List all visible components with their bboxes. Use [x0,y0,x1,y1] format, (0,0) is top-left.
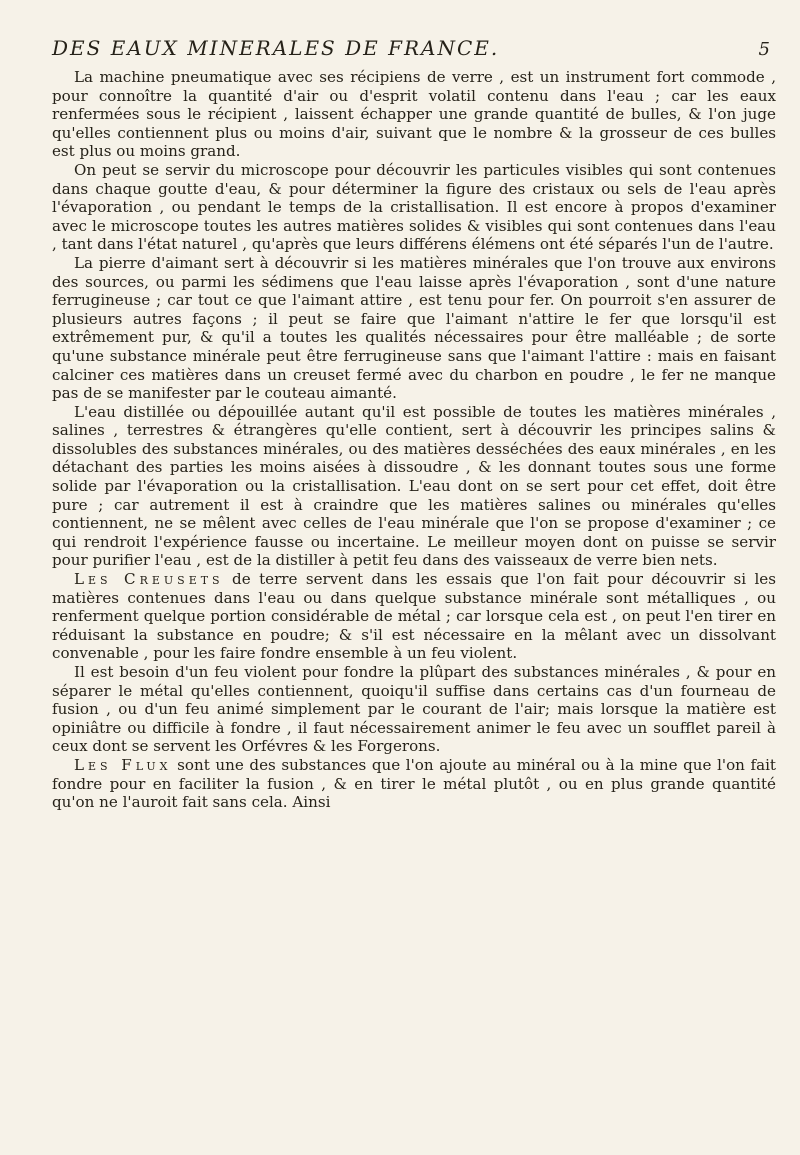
page [52,36,776,812]
paragraph-flux [52,756,776,812]
paragraph-lead: Les Flux [74,755,172,774]
paragraph-text: Il est besoin d'un feu violent pour fondre la plûpart des substances minérales , & pour en séparer le métal qu'elles contiennent, quoiqu'il suffise dans certains cas d'un fourneau de fusion , ou d'un feu animé simplement par le courant de l'air; mais lorsque la matière est opiniâtre ou difficile à fondre , il faut nécessairement animer le feu avec un soufflet pareil à ceux dont se servent les Orfévres & les Forgerons. [52,663,776,756]
paragraph-feu-violent [52,663,776,756]
paragraph-text: sont une des substances que l'on ajoute au minéral ou à la mine que l'on fait fondre pour en faciliter la fusion , & en tirer le métal plutôt , ou en plus grande quantité qu'on ne l'auroit fait sans cela. Ainsi [52,755,776,812]
paragraph-text: de terre servent dans les essais que l'on fait pour découvrir si les matières contenues dans l'eau ou dans quelque substance minérale sont métalliques , ou renferment quelque portion considérable de métal ; car lorsque cela est , on peut l'en tirer en réduisant la substance en poudre; & s'il est nécessaire en la mêlant avec un dissolvant convenable , pour les faire fondre ensemble à un feu violent. [52,570,776,663]
paragraph-text: On peut se servir du microscope pour découvrir les particules visibles qui sont contenues dans chaque goutte d'eau, & pour déterminer la figure des cristaux ou sels de l'eau après l'évaporation , ou pendant le temps de la cristallisation. Il est encore à propos d'examiner avec le microscope toutes les autres matières solides & visibles qui sont contenues dans l'eau , tant dans l'état naturel , qu'après que leurs différens élémens ont été séparés l'un de l'autre. [52,160,776,254]
running-header [52,36,776,60]
paragraph-pierre-aimant [52,254,776,403]
page-number: 5 [758,39,772,60]
paragraph-lead: Les Creusets [74,570,224,589]
paragraph-machine-pneumatique [52,68,776,161]
paragraph-microscope [52,161,776,254]
paragraph-text: La machine pneumatique avec ses récipiens de verre , est un instrument fort commode , pour connoître la quantité d'air ou d'esprit volatil contenu dans l'eau ; car les eaux renfermées sous le récipient , laissent échapper une grande quantité de bulles, & l'on juge qu'elles contiennent plus ou moins d'air, suivant que le nombre & la grosseur de ces bulles est plus ou moins grand. [52,68,776,161]
paragraph-eau-distillee [52,403,776,570]
paragraph-creusets [52,570,776,663]
paragraph-text: La pierre d'aimant sert à découvrir si les matières minérales que l'on trouve aux environs des sources, ou parmi les sédimens que l'eau laisse après l'évaporation , sont d'une nature ferrugineuse ; car tout ce que l'aimant attire , est tenu pour fer. On pourroit s'en assurer de plusieurs autres façons ; il peut se faire que l'aimant n'attire le fer que lorsqu'il est extrêmement pur, & qu'il a toutes les qualités nécessaires pour être malléable ; de sorte qu'une substance minérale peut être ferrugineuse sans que l'aimant l'attire : mais en faisant calciner ces matières dans un creuset fermé avec du charbon en poudre , le fer ne manque pas de se manifester par le couteau aimanté. [52,253,776,403]
paragraph-text: L'eau distillée ou dépouillée autant qu'il est possible de toutes les matières minérales , salines , terrestres & étrangères qu'elle contient, sert à découvrir les principes salins & dissolubles des substances minérales, ou des matières desséchées des eaux minérales , en les détachant des parties les moins aisées à dissoudre , & les donnant toutes sous une forme solide par l'évaporation ou la cristallisation. L'eau dont on se sert pour cet effet, doit être pure ; car autrement il est à craindre que les matières salines ou minérales qu'elles contiennent, ne se mêlent avec celles de l'eau minérale que l'on se propose d'examiner ; ce qui rendroit l'expérience fausse ou incertaine. Le meilleur moyen dont on puisse se servir pour purifier l'eau , est de la distiller à petit feu dans des vaisseaux de verre bien nets. [52,402,776,570]
running-title: DES EAUX MINERALES DE FRANCE. [52,36,500,60]
